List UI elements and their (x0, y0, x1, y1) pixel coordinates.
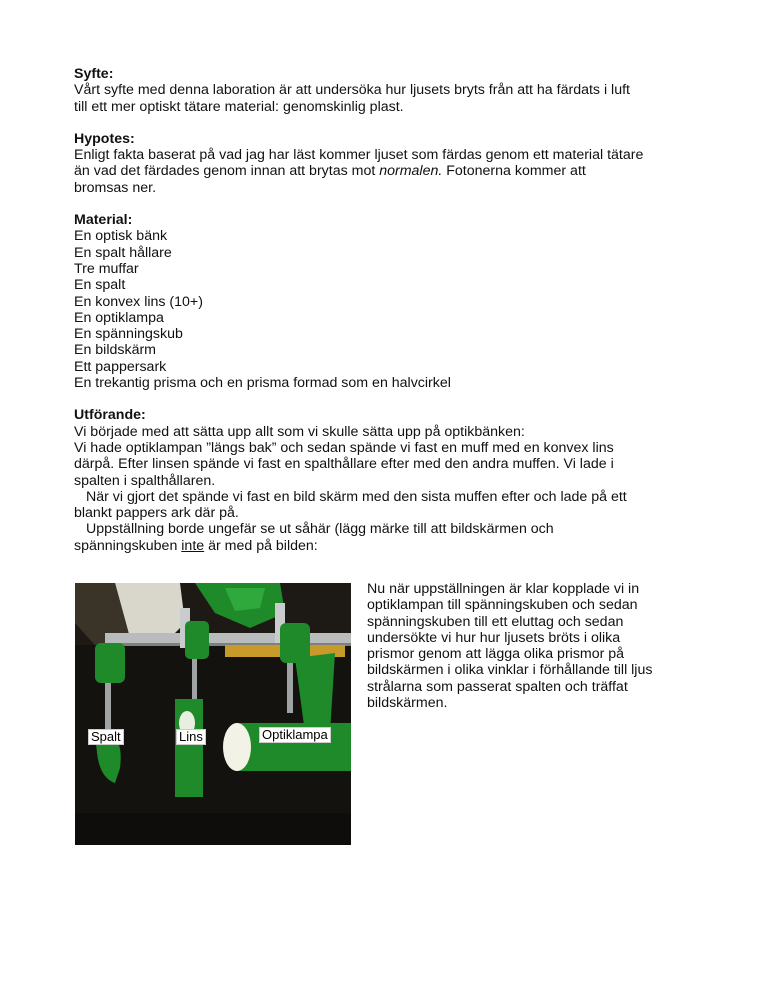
hypotes-text: än vad det färdades genom innan att brytas mot (74, 163, 380, 180)
material-item: En optiklampa (74, 309, 164, 326)
material-item: En optisk bänk (74, 228, 168, 245)
side-line: undersökte vi hur hur ljusets bröts i olika (367, 629, 621, 646)
hypotes-line: Enligt fakta baserat på vad jag har läst kommer ljuset som färdas genom ett material tätare (74, 147, 644, 164)
setup-photo (75, 583, 351, 845)
utforande-line: Vi började med att sätta upp allt som vi skulle sätta upp på optikbänken: (74, 423, 525, 440)
utforande-line: Uppställning borde ungefär se ut såhär (lägg märke till att bildskärmen och (86, 521, 554, 538)
hypotes-line: bromsas ner. (74, 179, 157, 196)
hypotes-line (74, 163, 714, 179)
section-hypotes (74, 131, 714, 196)
utforande-line (74, 538, 714, 554)
document-body (74, 66, 714, 570)
material-item: En konvex lins (10+) (74, 293, 203, 310)
material-item: En spänningskub (74, 326, 183, 343)
side-line: prismor genom att lägga olika prismor på (367, 646, 625, 663)
utforande-underline: inte (181, 537, 205, 554)
material-item: En spalt hållare (74, 244, 172, 261)
utforande-text: spänningskuben (74, 537, 182, 554)
syfte-line: Vårt syfte med denna laboration är att undersöka hur ljusets bryts från att ha färdats i luft (74, 82, 630, 99)
utforande-line: Vi hade optiklampan ”längs bak” och sedan spände vi fast en muff med en konvex lins (74, 439, 614, 456)
figure-row (75, 583, 715, 845)
heading-hypotes: Hypotes: (74, 130, 135, 147)
utforande-text: är med på bilden: (204, 537, 318, 554)
utforande-line: spalten i spalthållaren. (74, 472, 216, 489)
heading-material: Material: (74, 212, 133, 229)
hypotes-text: Fotonerna kommer att (442, 163, 586, 180)
utforande-line: När vi gjort det spände vi fast en bild skärm med den sista muffen efter och lade på ett (86, 488, 627, 505)
material-item: En trekantig prisma och en prisma formad som en halvcirkel (74, 375, 451, 392)
label-spalt: Spalt (88, 729, 124, 745)
hypotes-emphasis: normalen. (379, 163, 443, 180)
label-lins: Lins (176, 729, 206, 745)
utforande-line: därpå. Efter linsen spände vi fast en spalthållare efter med den andra muffen. Vi lade i (74, 456, 614, 473)
side-line: Nu när uppställningen är klar kopplade vi in (367, 581, 640, 597)
material-item: En bildskärm (74, 342, 157, 359)
side-line: bildskärmen i olika vinklar i förhållande till ljus (367, 662, 653, 679)
optical-bench-illustration (75, 583, 351, 845)
side-line: bildskärmen. (367, 695, 448, 712)
side-line: optiklampan till spänningskuben och sedan (367, 597, 638, 614)
section-material (74, 212, 714, 391)
material-item: Ett pappersark (74, 358, 167, 375)
heading-utforande: Utförande: (74, 407, 146, 424)
side-line: strålarna som passerat spalten och träffat (367, 678, 628, 695)
utforande-line: blankt pappers ark där på. (74, 505, 239, 522)
section-utforande (74, 407, 714, 554)
syfte-line: till ett mer optiskt tätare material: genomskinlig plast. (74, 98, 404, 115)
label-optiklampa: Optiklampa (259, 727, 331, 743)
side-line: spänningskuben till ett eluttag och sedan (367, 613, 624, 630)
heading-syfte: Syfte: (74, 66, 114, 82)
material-item: Tre muffar (74, 260, 139, 277)
material-item: En spalt (74, 277, 126, 294)
section-syfte (74, 66, 714, 115)
side-paragraph (367, 581, 667, 711)
